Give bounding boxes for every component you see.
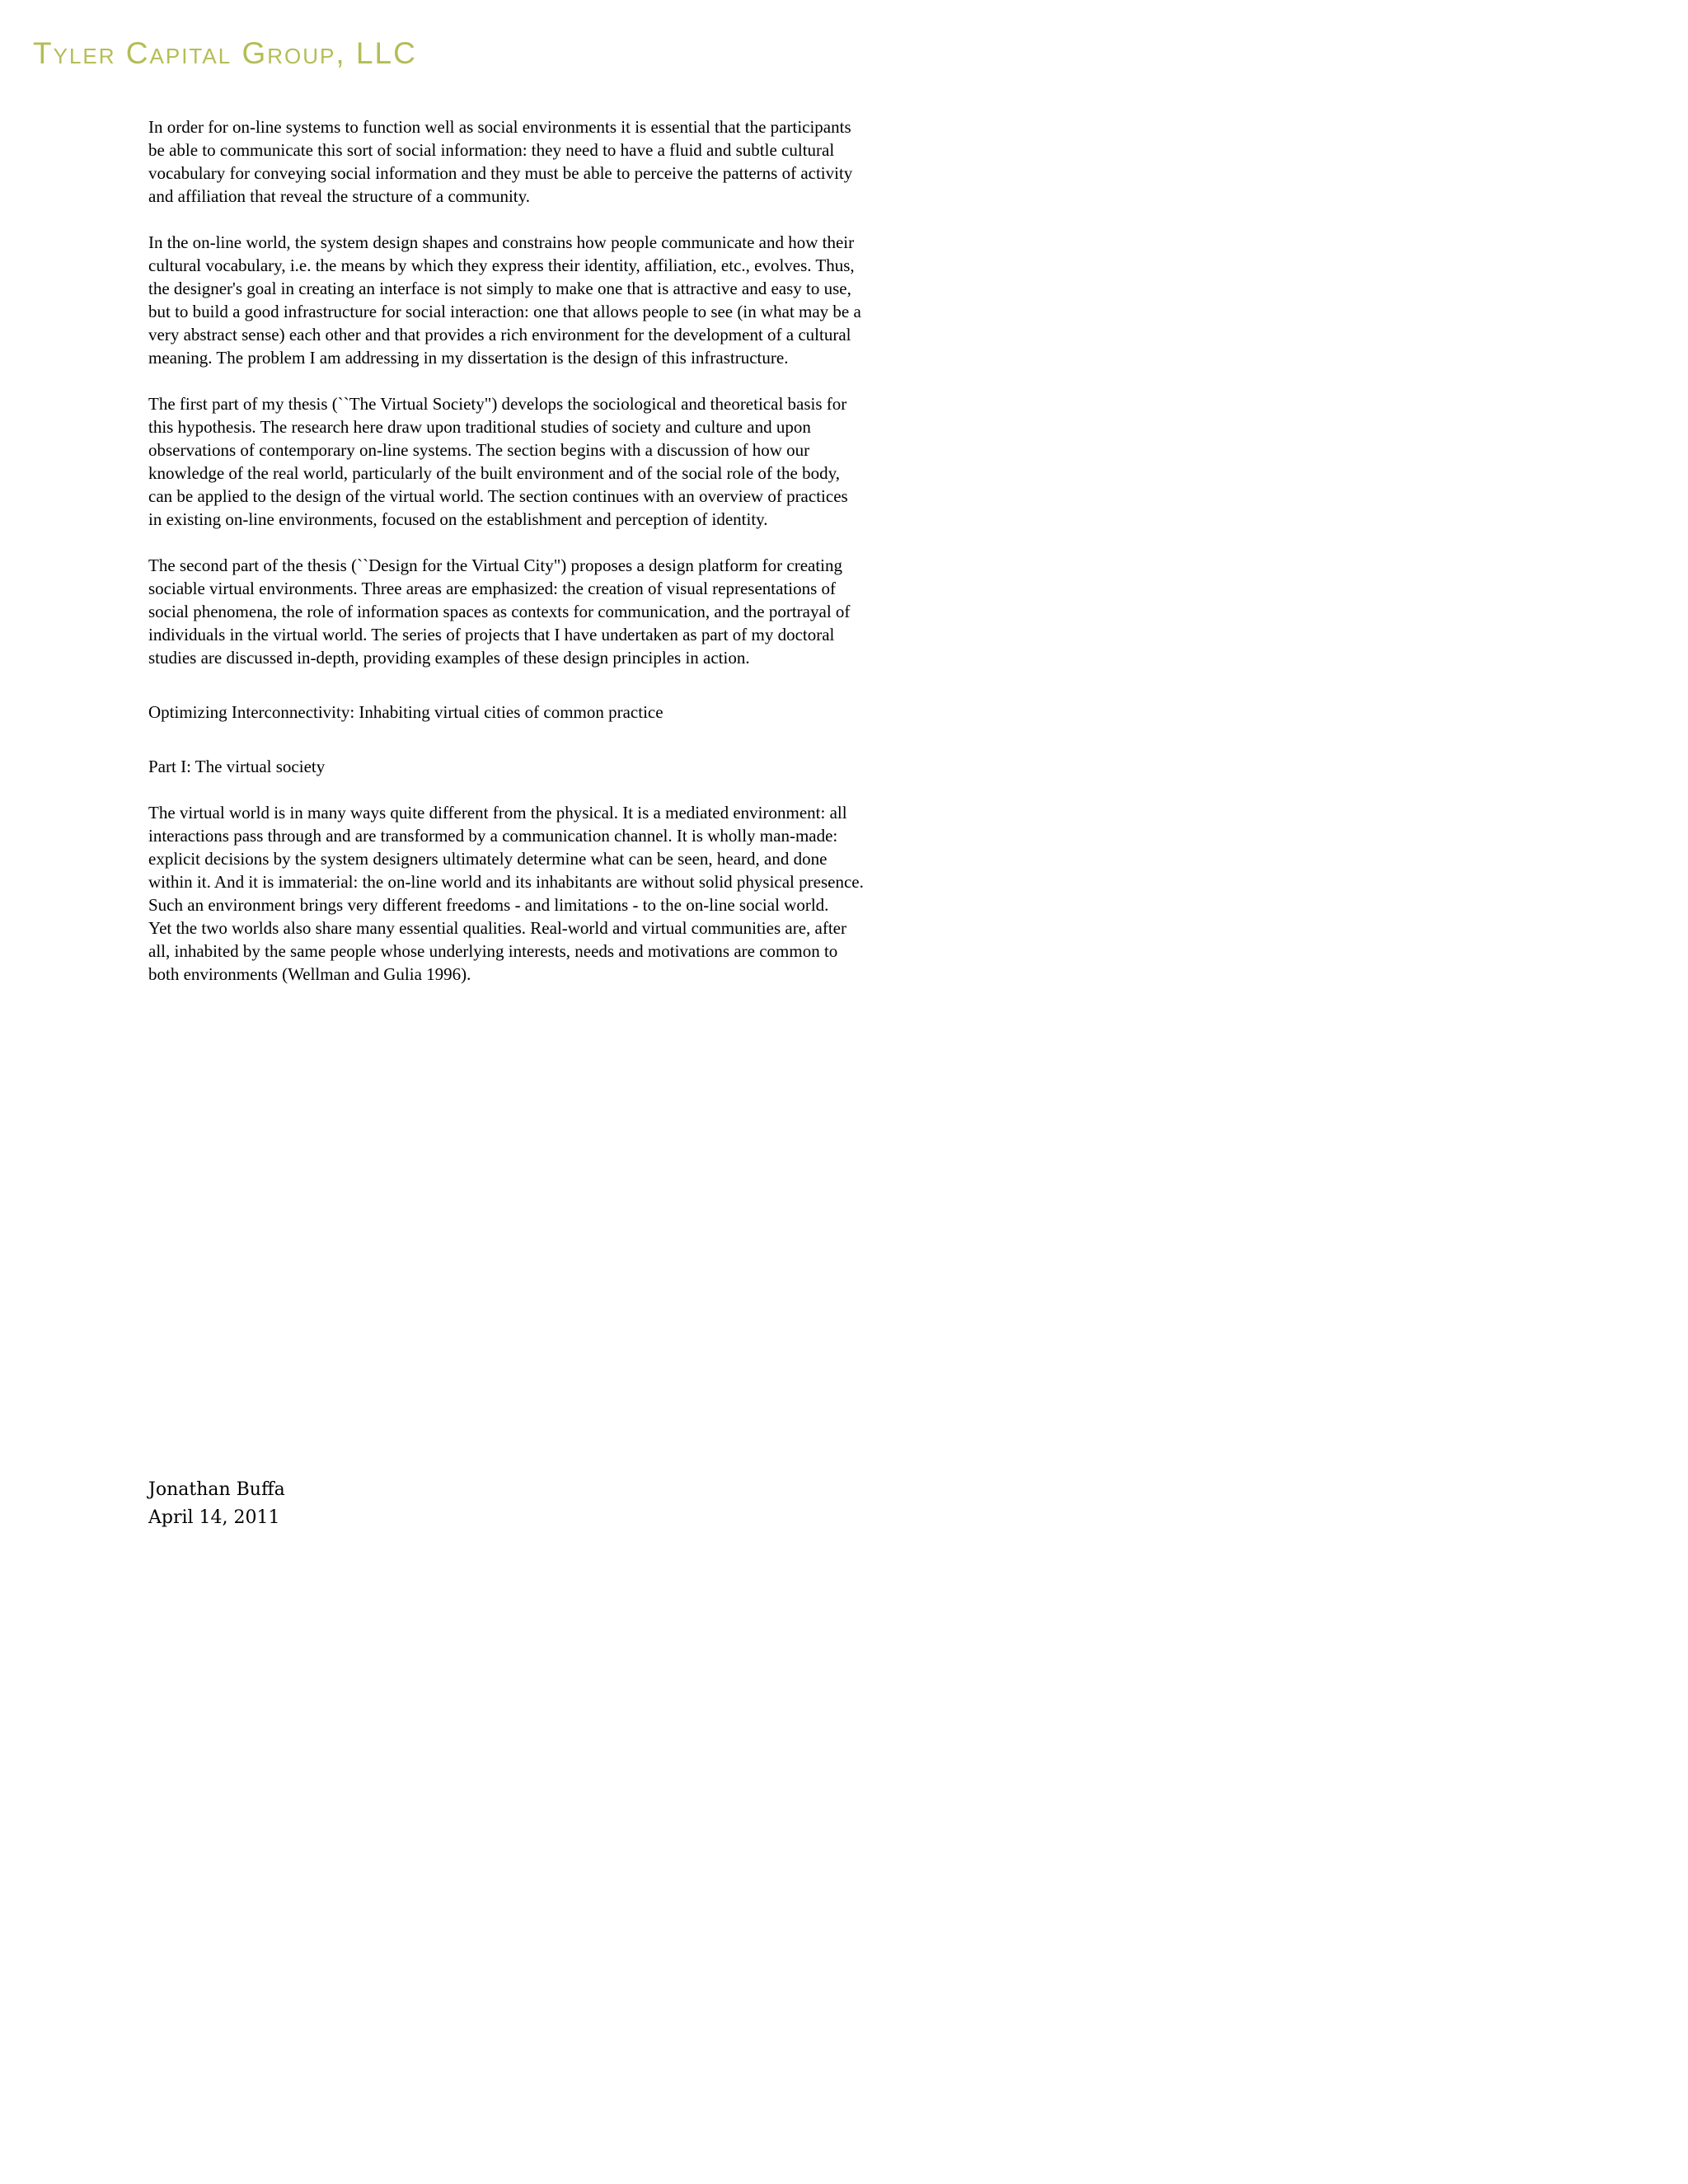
signature-block xyxy=(148,1476,864,1532)
paragraph: In order for on-line systems to function well as social environments it is essential that the participants be able to communicate this sort of social information: they need to have a fluid and subtle cultural vocabulary for conveying social information and they must be able to perceive the patterns of activity and affiliation that reveal the structure of a community. xyxy=(148,117,853,206)
paragraph: Yet the two worlds also share many essential qualities. Real-world and virtual communities are, after all, inhabited by the same people whose underlying interests, needs and motivations are common to both environments (Wellman and Gulia 1996). xyxy=(148,918,846,984)
paragraph: In the on-line world, the system design shapes and constrains how people communicate and how their cultural vocabulary, i.e. the means by which they express their identity, affiliation, etc., evolves. Thus, the designer's goal in creating an interface is not simply to make one that is attractive and easy to use, but to build a good infrastructure for social interaction: one that allows people to see (in what may be a very abstract sense) each other and that provides a rich environment for the development of a cultural meaning. The problem I am addressing in my dissertation is the design of this infrastructure. xyxy=(148,232,861,368)
paragraph: The second part of the thesis (``Design for the Virtual City") proposes a design platform for creating sociable virtual environments. Three areas are emphasized: the creation of visual representations of social phenomena, the role of information spaces as contexts for communication, and the portrayal of individuals in the virtual world. The series of projects that I have undertaken as part of my doctoral studies are discussed in-depth, providing examples of these design principles in action. xyxy=(148,555,851,668)
paragraph: The virtual world is in many ways quite different from the physical. It is a mediated environment: all interactions pass through and are transformed by a communication channel. It is wholly man-made: explicit decisions by the system designers ultimately determine what can be seen, heard, and done within it. And it is immaterial: the on-line world and its inhabitants are without solid physical presence. Such an environment brings very different freedoms - and limitations - to the on-line social world. xyxy=(148,803,864,915)
signature-name: Jonathan Buffa xyxy=(148,1479,285,1500)
paragraph: The first part of my thesis (``The Virtual Society") develops the sociological and theoretical basis for this hypothesis. The research here draw upon traditional studies of society and culture and upon observations of contemporary on-line systems. The section begins with a discussion of how our knowledge of the real world, particularly of the built environment and of the social role of the body, can be applied to the design of the virtual world. The section continues with an overview of practices in existing on-line environments, focused on the establishment and perception of identity. xyxy=(148,394,848,529)
company-logo: Tyler Capital Group, LLC xyxy=(33,36,417,70)
section-heading: Optimizing Interconnectivity: Inhabiting virtual cities of common practice xyxy=(148,702,663,722)
part-heading: Part I: The virtual society xyxy=(148,757,326,776)
document-body xyxy=(148,115,864,1532)
signature-date: April 14, 2011 xyxy=(148,1507,280,1528)
